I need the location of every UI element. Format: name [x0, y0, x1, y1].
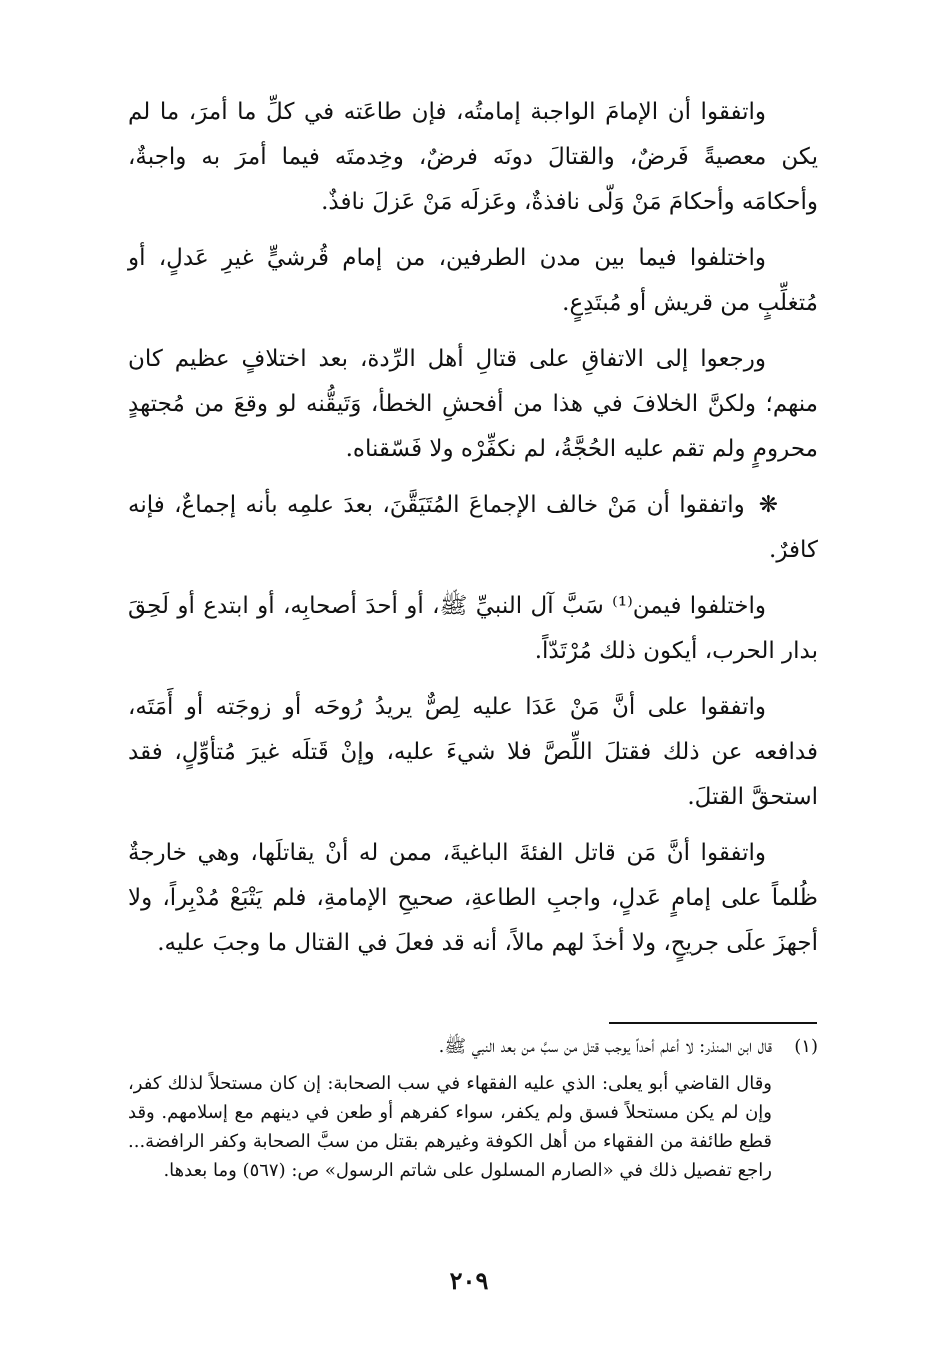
- paragraph-consensus: [128, 483, 818, 573]
- footnote-number: (١): [794, 1036, 818, 1057]
- footnote-1-text: قال ابن المنذر: لا أعلم أحداً يوجب قتل من سبَّ من بعد النبي ﷺ.: [438, 1036, 772, 1057]
- paragraph-apostates-fighting: ورجعوا إلى الاتفاقِ على قتالِ أهل الرِّدة، بعد اختلافٍ عظيم كان منهم؛ ولكنَّ الخلافَ في هذا من أفحشِ الخطأ، وَتَيقُّنه لو وقعَ من مُجتهدٍ محرومٍ ولم تقم عليه الحُجَّةُ، لم نكفِّرْه ولا فَسّقناه.: [128, 346, 818, 462]
- asterism-icon: ❋: [758, 492, 778, 518]
- paragraph-insulting-companions: واختلفوا فيمن⁽¹⁾ سَبَّ آل النبيِّ ﷺ، أو أحدَ أصحابِه، أو ابتدع أو لَحِقَ بدار الحرب، أيكون ذلك مُرْتَدّاً.: [128, 593, 818, 664]
- footnote-1: [128, 1032, 818, 1061]
- paragraph-consensus-text: واتفقوا أن مَنْ خالف الإجماعَ المُتَيَقَّنَ، بعدَ علمِه بأنه إجماعٌ، فإنه كافرٌ.: [128, 492, 818, 563]
- paragraph-imam-obedience: واتفقوا أن الإمامَ الواجبة إمامتُه، فإن طاعَته في كلِّ ما أمرَ، ما لم يكن معصيةً فَرضٌ، والقتالَ دونَه فرضٌ، وخِدمتَه فيما أمرَ به واجبةٌ، وأحكامَه وأحكامَ مَنْ وَلّى نافذةٌ، وعَزلَه مَنْ عَزلَ نافذٌ.: [128, 99, 818, 215]
- paragraph-imam-disagreement: واختلفوا فيما بين مدن الطرفين، من إمام قُرشيٍّ غيرِ عَدلٍ، أو مُتغلِّبٍ من قريش أو مُبتَدِعٍ.: [128, 245, 818, 316]
- main-text: [128, 90, 818, 977]
- footnote-divider: [609, 1022, 817, 1024]
- footnote-1-continuation: وقال القاضي أبو يعلى: الذي عليه الفقهاء في سب الصحابة: إن كان مستحلاً لذلك كفر، وإن لم يكن مستحلاً فسق ولم يكفر، سواء كفرهم أو طعن في دينهم مع إسلامهم. وقد قطع طائفة من الفقهاء من أهل الكوفة وغيرهم بقتل من سبَّ الصحابة وكفر الرافضة... راجع تفصيل ذلك في «الصارم المسلول على شاتم الرسول» ص: (٥٦٧) وما بعدها.: [128, 1073, 772, 1181]
- paragraph-self-defense: واتفقوا على أنَّ مَنْ عَدَا عليه لِصٌّ يريدُ رُوحَه أو زوجَته أو أَمَتَه، فدافعه عن ذلك فقتلَ اللِّصَّ فلا شيءَ عليه، وإنْ قَتلَه غيرَ مُتأوِّلٍ، فقد استحقَّ القتلَ.: [128, 694, 818, 810]
- footnotes: [128, 1032, 818, 1185]
- page-number: ٢٠٩: [449, 1266, 489, 1295]
- paragraph-rebel-group: واتفقوا أنَّ مَن قاتل الفئةَ الباغيةَ، ممن له أنْ يقاتلَها، وهي خارجةٌ ظُلماً على إمامٍ عَدلٍ، واجبِ الطاعةِ، صحيحِ الإمامةِ، فلم يَتْبَعْ مُدْبِراً، ولا أجهزَ علَى جريحٍ، ولا أخذَ لهم مالاً، أنه قد فعلَ في القتال ما وجبَ عليه.: [128, 840, 818, 956]
